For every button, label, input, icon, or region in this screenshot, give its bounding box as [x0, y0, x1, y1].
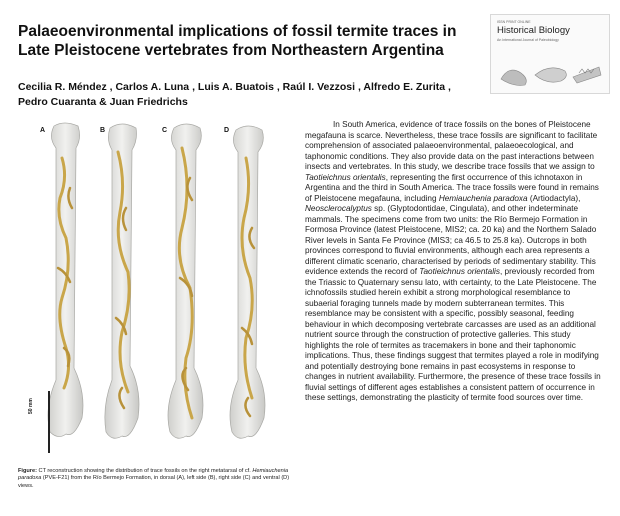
ct-figure	[18, 118, 290, 463]
abstract-part-1: In South America, evidence of trace fossils on the bones of Pleistocene megafauna is scarce. Nevertheless, these trace fossils are significant to facilitate comprehension of associated palaeoenvironmental, palaeoecological, and taphonomic conditions. They also provide data on the past interactions between insects and vertebrates. In this study, we describe trace fossils that we assign to	[305, 120, 598, 171]
bone-illustrations	[18, 118, 290, 463]
scale-bar-label: 50 mm	[28, 398, 34, 414]
abstract-text	[305, 120, 601, 495]
journal-cover	[490, 14, 610, 94]
journal-issn: ISSN PRINT ONLINE	[497, 20, 531, 24]
panel-label-d: D	[224, 127, 230, 134]
abstract-part-5: , previously recorded from the Triassic to Quaternary sensu lato, with certainty, to the Late Pleistocene. The ichnofossils studied herein exhibit a strong morphological resemblance to subaerial foraging tunnels made by modern subterranean termites. This resemblance may be consistent with a specific, possibly seasonal, feeding behaviour in which decomposing vertebrate carcasses are used as an additional nutrient source through the construction of protective galleries. This study highlights the role of termites as tracemakers in bone and their taphonomic implications. Thus, these findings suggest that termites played a role in modifying and potentially destroying bone remains in past ecosystems in response to changes in nutrient availability. Furthermore, the presence of these trace fossils in fluvial settings of different ages establishes a consistent pattern of occurrence in these settings, demonstrating the plasticity of termite food sources over time.	[305, 267, 601, 402]
figure-caption	[18, 468, 293, 490]
abstract-taxon-1: Taotieichnus orientalis	[305, 172, 386, 182]
caption-text-2: (PVE-F21) from the Río Bermejo Formation, in dorsal (A), left side (B), right side (C) and ventral (D) views.	[18, 475, 290, 489]
scale-bar	[48, 391, 50, 453]
bone-view-a	[48, 123, 83, 437]
bone-view-d	[230, 126, 265, 438]
abstract-taxon-4: Taotieichnus orientalis	[419, 267, 500, 276]
caption-species: Hemiauchenia paradoxa	[18, 468, 289, 482]
bone-view-c	[168, 124, 203, 438]
journal-cover-fossil-illustration	[495, 55, 605, 89]
panel-label-c: C	[162, 127, 168, 134]
abstract-part-2: , representing the first occurrence of this ichnotaxon in Argentina and the third in South America. The trace fossils were found in remains of Pleistocene megafauna, including	[305, 172, 599, 203]
abstract-part-3: (Artiodactyla),	[527, 193, 581, 203]
caption-label: Figure:	[18, 468, 37, 474]
panel-label-b: B	[100, 127, 106, 134]
abstract-taxon-2: Hemiauchenia paradoxa	[438, 193, 528, 203]
bone-view-b	[105, 124, 139, 438]
abstract-part-4: sp. (Glyptodontidae, Cingulata), and other indeterminate mammals. The specimens come from two units: the Río Bermejo Formation in Formosa Province (latest Pleistocene, MIS2; ca. 20 ka) and the Northern Salado River levels in Santa Fe Province (MIS3; ca 46.5 to 25.8 ka). Outcrops in both provinces correspond to fluvial environments, although each area represents a different climatic scenario, characterised by periods of sedimentary stability. This evidence extends the record of	[305, 204, 597, 276]
panel-label-a: A	[40, 127, 46, 134]
abstract-taxon-3: Neosclerocalyptus	[305, 204, 372, 213]
journal-subtitle: An International Journal of Paleobiology	[497, 38, 559, 42]
author-list: Cecilia R. Méndez , Carlos A. Luna , Luis A. Buatois , Raúl I. Vezzosi , Alfredo E. Zurita , Pedro Cuaranta & Juan Friedrichs	[18, 81, 451, 108]
paper-title: Palaeoenvironmental implications of fossil termite traces in Late Pleistocene vertebrates from Northeastern Argentina	[18, 23, 457, 59]
journal-name: Historical Biology	[497, 25, 570, 36]
caption-text-1: CT reconstruction showing the distribution of trace fossils on the right metatarsal of cf.	[36, 468, 253, 474]
